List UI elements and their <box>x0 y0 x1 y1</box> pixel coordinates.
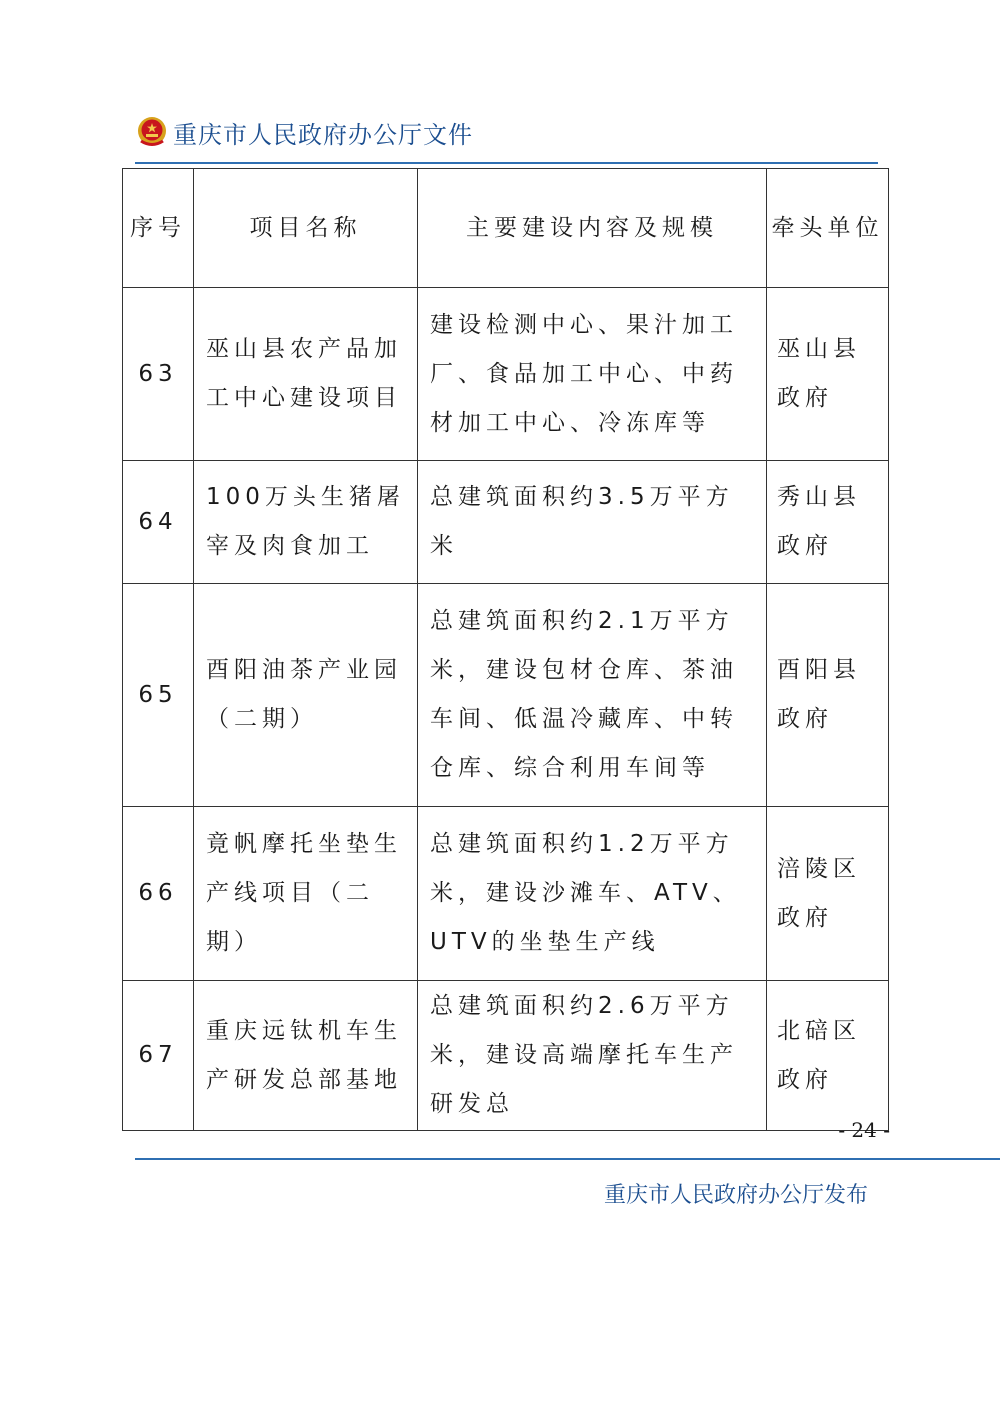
row-no: 64 <box>123 461 194 584</box>
row-name: 酉阳油茶产业园（二期） <box>194 584 418 807</box>
column-header-name: 项目名称 <box>194 169 418 288</box>
table-row <box>123 981 889 1131</box>
column-header-no: 序号 <box>123 169 194 288</box>
row-name: 100万头生猪屠宰及肉食加工 <box>194 461 418 584</box>
row-name: 竟帆摩托坐垫生产线项目（二期） <box>194 807 418 981</box>
column-header-content: 主要建设内容及规模 <box>418 169 767 288</box>
row-no: 66 <box>123 807 194 981</box>
row-no: 67 <box>123 981 194 1131</box>
table-row <box>123 807 889 981</box>
table-row <box>123 461 889 584</box>
project-table <box>122 168 889 1131</box>
row-content: 总建筑面积约2.6万平方米，建设高端摩托车生产研发总 <box>418 981 767 1131</box>
footer-publisher: 重庆市人民政府办公厅发布 <box>603 1183 868 1208</box>
row-unit: 北碚区政府 <box>767 981 889 1131</box>
row-no: 65 <box>123 584 194 807</box>
national-emblem-icon <box>135 115 169 149</box>
row-name: 重庆远钛机车生产研发总部基地 <box>194 981 418 1131</box>
table-row <box>123 288 889 461</box>
row-content: 建设检测中心、果汁加工厂、食品加工中心、中药材加工中心、冷冻库等 <box>418 288 767 461</box>
document-header <box>135 112 473 152</box>
page-number: - 24 - <box>838 1118 890 1142</box>
row-no: 63 <box>123 288 194 461</box>
table-header-row <box>123 169 889 288</box>
row-name: 巫山县农产品加工中心建设项目 <box>194 288 418 461</box>
row-content: 总建筑面积约2.1万平方米，建设包材仓库、茶油车间、低温冷藏库、中转仓库、综合利用车间等 <box>418 584 767 807</box>
footer-rule <box>135 1158 1000 1160</box>
column-header-unit: 牵头单位 <box>767 169 889 288</box>
header-title: 重庆市人民政府办公厅文件 <box>173 120 473 149</box>
header-rule <box>135 162 878 164</box>
row-unit: 巫山县政府 <box>767 288 889 461</box>
row-content: 总建筑面积约3.5万平方米 <box>418 461 767 584</box>
row-unit: 秀山县政府 <box>767 461 889 584</box>
row-unit: 涪陵区政府 <box>767 807 889 981</box>
row-content: 总建筑面积约1.2万平方米，建设沙滩车、ATV、UTV的坐垫生产线 <box>418 807 767 981</box>
table-row <box>123 584 889 807</box>
row-unit: 酉阳县政府 <box>767 584 889 807</box>
